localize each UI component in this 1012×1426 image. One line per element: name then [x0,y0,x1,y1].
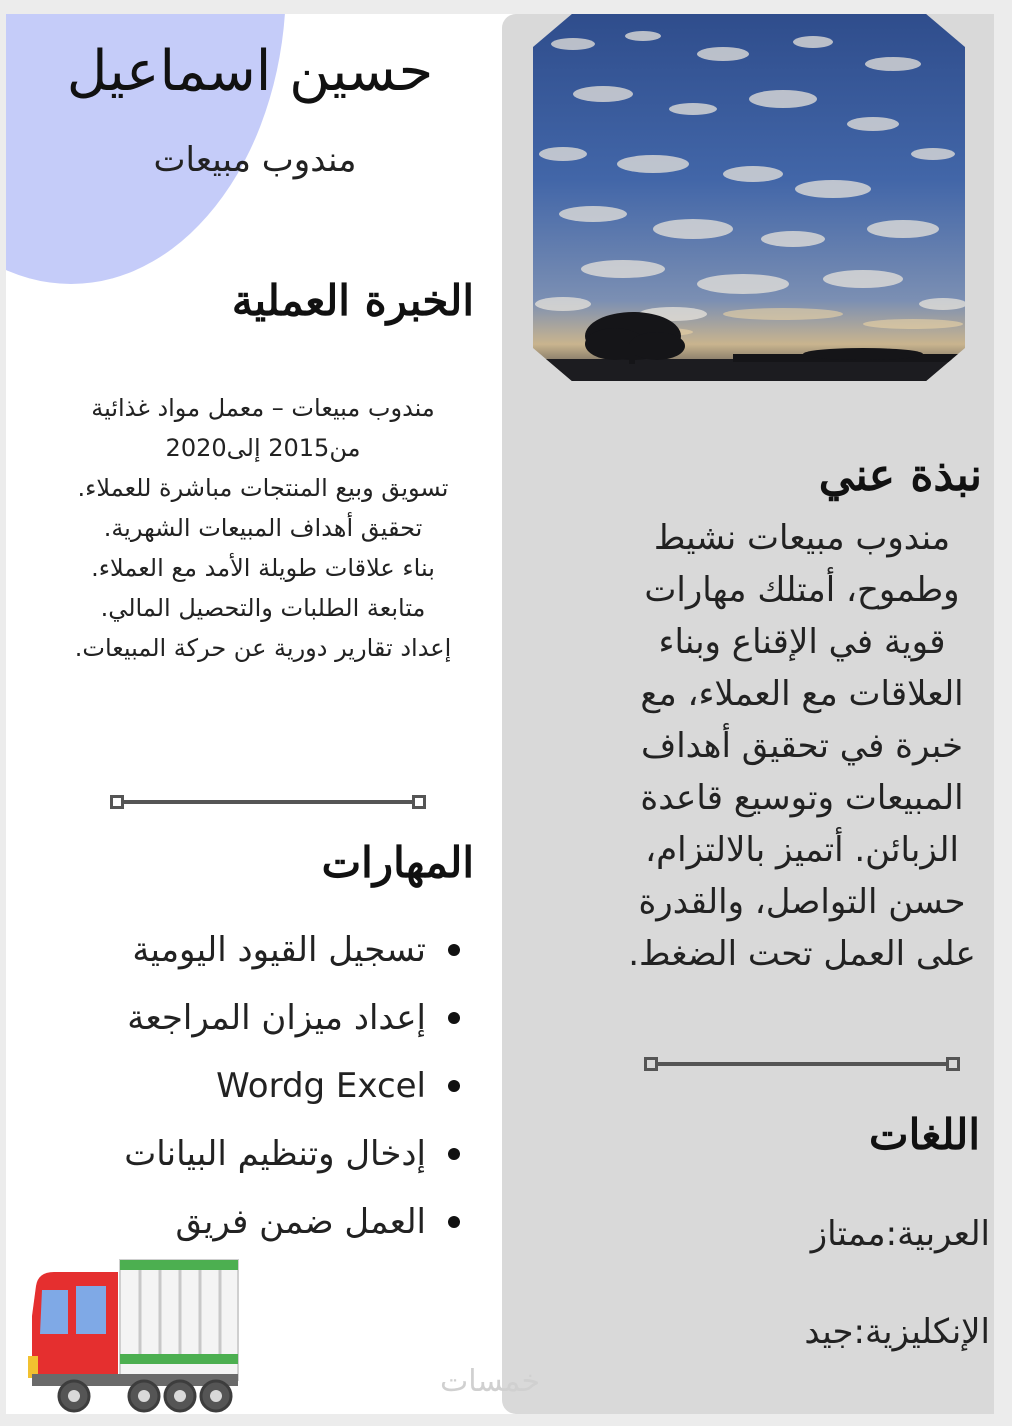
list-item [60,1120,460,1188]
list-item [60,984,460,1052]
experience-heading: الخبرة العملية [231,276,474,325]
about-line: قوية في الإقناع وبناء [658,622,946,662]
section-divider [110,795,426,809]
divider-end [412,795,426,809]
experience-text [18,388,508,668]
experience-line: إعداد تقارير دورية عن حركة المبيعات. [74,634,452,662]
watermark: خمسات [440,1364,541,1399]
skill-label: إدخال وتنظيم البيانات [124,1134,426,1174]
experience-line: مندوب مبيعات – معمل مواد غذائية [91,394,435,422]
person-name: حسين اسماعيل [66,39,434,104]
about-line: الزبائن. أتميز بالالتزام، [645,830,959,870]
skills-list [60,916,460,1256]
experience-line: بناء علاقات طويلة الأمد مع العملاء. [91,554,435,582]
experience-line: من2015 إلى2020 [165,434,361,462]
divider-end [110,795,124,809]
about-line: حسن التواصل، والقدرة [638,882,966,922]
bullet-icon [448,1012,460,1024]
about-line: على العمل تحت الضغط. [628,934,976,974]
divider-end [946,1057,960,1071]
languages-heading: اللغات [869,1110,980,1159]
profile-photo [533,14,965,381]
skill-label: تسجيل القيود اليومية [132,930,426,970]
divider-end [644,1057,658,1071]
skill-label: العمل ضمن فريق [175,1202,426,1242]
divider-line [120,800,416,804]
truck-icon [28,1256,244,1416]
sky-photo-image [533,14,965,381]
about-line: المبيعات وتوسيع قاعدة [640,778,964,818]
list-item [60,1052,460,1120]
skills-heading: المهارات [321,838,474,887]
bullet-icon [448,1216,460,1228]
job-title: مندوب مبيعات [153,140,357,180]
experience-line: تسويق وبيع المنتجات مباشرة للعملاء. [77,474,449,502]
about-line: خبرة في تحقيق أهداف [640,726,963,766]
bullet-icon [448,944,460,956]
experience-line: تحقيق أهداف المبيعات الشهرية. [103,514,423,542]
list-item [60,1188,460,1256]
about-heading: نبذة عني [818,450,982,501]
language-arabic: العربية:ممتاز [810,1214,990,1254]
about-line: مندوب مبيعات نشيط [653,518,951,558]
divider-line [654,1062,950,1066]
skill-label: Wordg Excel [216,1066,426,1106]
skill-label: إعداد ميزان المراجعة [127,998,426,1038]
bullet-icon [448,1148,460,1160]
about-text [606,512,998,980]
section-divider [644,1057,960,1071]
experience-line: متابعة الطلبات والتحصيل المالي. [100,594,426,622]
bullet-icon [448,1080,460,1092]
about-line: وطموح، أمتلك مهارات [644,570,960,610]
list-item [60,916,460,984]
language-english: الإنكليزية:جيد [804,1312,990,1352]
about-line: العلاقات مع العملاء، مع [640,674,964,714]
